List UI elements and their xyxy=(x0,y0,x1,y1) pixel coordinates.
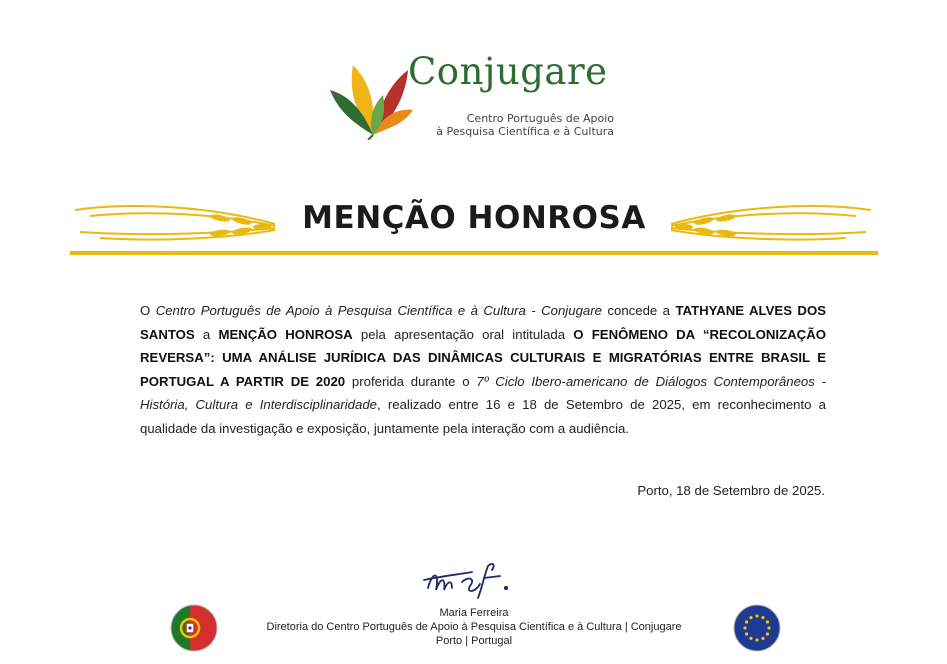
body-text-6: , realizado entre 16 e 18 de Setembro de 2025, em reconhecimento a qualidade da investigação e exposição, juntamente pela interação com a audiência. xyxy=(140,397,827,436)
organization-name: Centro Português de Apoio à Pesquisa Científica e à Cultura - Conjugare xyxy=(155,303,602,318)
title-underline xyxy=(70,251,878,255)
event-name: 7º Ciclo Ibero-americano de Diálogos Contemporâneos - História, Cultura e Interdisciplinaridade xyxy=(140,373,827,412)
conjugare-logo xyxy=(328,40,628,140)
brand-name: Conjugare xyxy=(408,50,608,93)
brand-subtitle-line1: Centro Português de Apoio xyxy=(466,112,614,125)
recipient-name: TATHYANE ALVES DOS SANTOS xyxy=(140,303,827,342)
award-name: MENÇÃO HONROSA xyxy=(218,326,353,342)
signer-name: Maria Ferreira xyxy=(439,607,509,619)
certificate-body xyxy=(140,299,826,440)
body-text-5: proferida durante o xyxy=(345,373,477,389)
leaf-logo-icon xyxy=(328,40,418,140)
right-wheat-ornament-icon xyxy=(666,202,876,242)
body-text-4: pela apresentação oral intitulada xyxy=(352,326,574,342)
portugal-flag-icon xyxy=(170,604,218,652)
presentation-title: O FENÔMENO DA “RECOLONIZAÇÃO REVERSA”: UMA ANÁLISE JURÍDICA DAS DINÂMICAS CULTURAIS E MIGRATÓRIAS ENTRE BRASIL E PORTUGAL A PARTIR DE 2020 xyxy=(140,326,826,389)
brand-subtitle xyxy=(414,112,614,138)
body-text-3: a xyxy=(194,326,219,342)
signature-block xyxy=(200,606,748,648)
body-text-2: concede a xyxy=(601,303,676,318)
brand-subtitle-line2: à Pesquisa Científica e à Cultura xyxy=(436,125,614,138)
body-text-1: O xyxy=(140,303,156,318)
eu-flag-icon xyxy=(733,604,781,652)
title-band xyxy=(70,196,878,260)
signer-role: Diretoria do Centro Português de Apoio à Pesquisa Científica e à Cultura | Conjugare xyxy=(266,621,682,633)
certificate-title: MENÇÃO HONROSA xyxy=(302,200,646,236)
handwritten-signature xyxy=(422,558,522,602)
issue-date: Porto, 18 de Setembro de 2025. xyxy=(637,483,825,498)
signer-location: Porto | Portugal xyxy=(435,635,513,647)
